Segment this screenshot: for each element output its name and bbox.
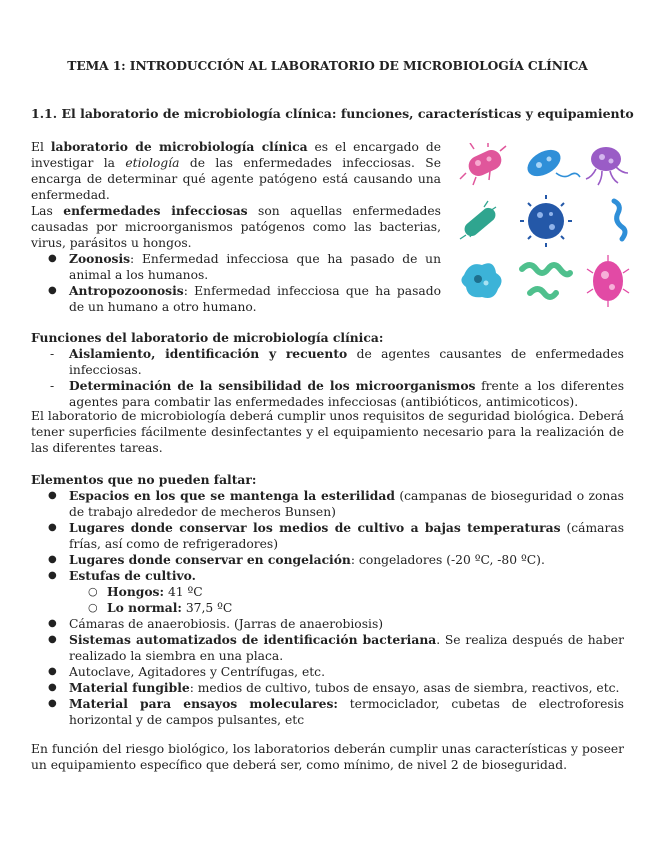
elements-section xyxy=(31,472,624,728)
section-heading: 1.1. El laboratorio de microbiología clínica: funciones, características y equipamiento xyxy=(31,106,634,121)
intro-paragraph-1: El laboratorio de microbiología clínica es el encargado de investigar la etiología de las enfermedades infecciosas. Se encarga de determinar qué agente patógeno está causando una enfermedad. xyxy=(31,139,442,202)
cyan-amoeba-icon xyxy=(461,263,501,298)
pink-bacterium-icon xyxy=(460,143,506,185)
list-item: - Aislamiento, identificación y recuento de agentes causantes de enfermedades infecciosas. xyxy=(31,346,624,378)
navy-virus-icon xyxy=(520,195,572,247)
magenta-bacterium-icon xyxy=(587,255,629,307)
list-item: - Determinación de la sensibilidad de los microorganismos frente a los diferentes agentes para combatir las enfermedades infecciosas (antibióticos, antimicoticos). xyxy=(31,378,624,410)
list-item: ○ Hongos: 41 ºC xyxy=(31,584,624,600)
list-item: ● Sistemas automatizados de identificación bacteriana. Se realiza después de haber realizado la siembra en una placa. xyxy=(31,632,624,664)
teal-bacillus-icon xyxy=(460,201,498,239)
functions-heading: Funciones del laboratorio de microbiología clínica: xyxy=(31,330,384,345)
green-spirochete-icon xyxy=(522,265,570,297)
list-item: ● Lugares donde conservar los medios de cultivo a bajas temperaturas (cámaras frías, así como de refrigeradores) xyxy=(31,520,624,552)
list-item: ● Espacios en los que se mantenga la esterilidad (campanas de bioseguridad o zonas de trabajo alrededor de mecheros Bunsen) xyxy=(31,488,624,520)
intro-paragraph-2: Las enfermedades infecciosas son aquellas enfermedades causadas por microorganismos patógenos como las bacterias, virus, parásitos u hongos. ● Zoonosis: Enfermedad infecciosa que ha pasado de un animal a los humanos. ● Antropozoonosis: Enfermedad infecciosa que ha pasado de un humano a otro humano. xyxy=(31,203,441,315)
elements-list xyxy=(31,488,624,728)
disease-type-list xyxy=(31,251,441,315)
safety-paragraph: El laboratorio de microbiología deberá cumplir unos requisitos de seguridad biológica. Deberá tener superficies fácilmente desinfectantes y el equipamiento necesario para la realización de las diferentes tareas. xyxy=(31,409,624,455)
functions-section xyxy=(31,330,624,410)
list-item: ● Material fungible: medios de cultivo, tubos de ensayo, asas de siembra, reactivos, etc. xyxy=(31,680,624,696)
purple-virus-icon xyxy=(586,147,628,185)
elements-heading: Elementos que no pueden faltar: xyxy=(31,472,257,487)
cyan-spirillum-icon xyxy=(614,201,625,239)
list-item: ○ Lo normal: 37,5 ºC xyxy=(31,600,624,616)
list-item: ● Cámaras de anaerobiosis. (Jarras de anaerobiosis) xyxy=(31,616,624,632)
list-item: ● Autoclave, Agitadores y Centrífugas, etc. xyxy=(31,664,624,680)
list-item: ● Estufas de cultivo. ○ Hongos: 41 ºC ○ Lo normal: 37,5 ºC xyxy=(31,568,624,616)
functions-list xyxy=(31,346,624,410)
list-item: ● Antropozoonosis: Enfermedad infecciosa que ha pasado de un humano a otro humano. xyxy=(31,283,441,315)
list-item: ● Zoonosis: Enfermedad infecciosa que ha pasado de un animal a los humanos. xyxy=(31,251,441,283)
incubator-temps-list xyxy=(31,584,624,616)
page-title: TEMA 1: INTRODUCCIÓN AL LABORATORIO DE MICROBIOLOGÍA CLÍNICA xyxy=(67,58,588,73)
microbes-icon xyxy=(456,143,638,311)
closing-paragraph: En función del riesgo biológico, los laboratorios deberán cumplir unas características y poseer un equipamiento específico que deberá ser, como mínimo, de nivel 2 de bioseguridad. xyxy=(31,742,624,772)
list-item: ● Material para ensayos moleculares: termociclador, cubetas de electroforesis horizontal y de campos pulsantes, etc xyxy=(31,696,624,728)
list-item: ● Lugares donde conservar en congelación: congeladores (-20 ºC, -80 ºC). xyxy=(31,552,624,568)
blue-bacterium-icon xyxy=(523,144,580,181)
